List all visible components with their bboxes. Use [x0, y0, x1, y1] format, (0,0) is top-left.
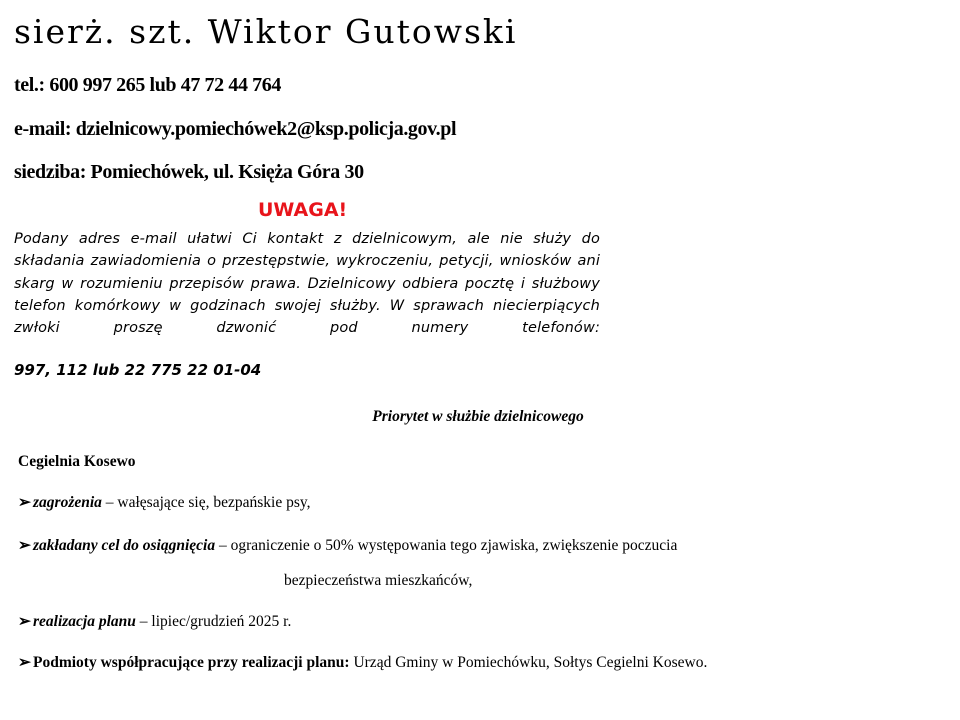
plan-item-text: – lipiec/grudzień 2025 r.: [135, 613, 292, 630]
address-line: siedziba: Pomiechówek, ul. Księża Góra 30: [14, 161, 364, 183]
plan-item-text: – ograniczenie o 50% występowania tego zjawiska, zwiększenie poczucia: [215, 537, 678, 554]
phone-line: tel.: 600 997 265 lub 47 72 44 764: [14, 74, 281, 96]
plan-item-label: realizacja planu: [33, 613, 136, 630]
plan-item-label: zakładany cel do osiągnięcia: [33, 537, 216, 554]
plan-item-goal-continuation: bezpieczeństwa mieszkańców,: [284, 572, 473, 589]
notice-text: Podany adres e-mail ułatwi Ci kontakt z dzielnicowym, ale nie służy do składania zawiadomienia o przestępstwie, wykroczeniu, petycji, wniosków ani skarg w rozumieniu przepisów prawa. Dzielnicowy odbiera pocztę i służbowy telefon komórkowy w godzinach swojej służby. W sprawach niecierpiących zwłoki proszę dzwonić pod numery telefonów:: [14, 231, 600, 337]
arrow-bullet-icon: ➢: [18, 494, 31, 511]
priority-title: Priorytet w służbie dzielnicowego: [372, 408, 584, 425]
location-name: Cegielnia Kosewo: [18, 453, 136, 470]
plan-item-text: – wałęsające się, bezpańskie psy,: [101, 494, 311, 511]
plan-item-partners: [18, 653, 707, 672]
arrow-bullet-icon: ➢: [18, 654, 31, 671]
plan-item-text: Urząd Gminy w Pomiechówku, Sołtys Cegielni Kosewo.: [349, 654, 708, 671]
email-line: e-mail: dzielnicowy.pomiechówek2@ksp.policja.gov.pl: [14, 118, 457, 140]
arrow-bullet-icon: ➢: [18, 613, 31, 630]
plan-item-goal: [18, 536, 677, 555]
officer-name: sierż. szt. Wiktor Gutowski: [14, 12, 518, 51]
plan-item-label: Podmioty współpracujące przy realizacji planu:: [33, 654, 350, 671]
arrow-bullet-icon: ➢: [18, 537, 31, 554]
plan-item-label: zagrożenia: [33, 494, 102, 511]
plan-item-threats: [18, 493, 311, 512]
warning-heading: UWAGA!: [258, 199, 348, 221]
emergency-phones: 997, 112 lub 22 775 22 01-04: [14, 361, 262, 379]
plan-item-schedule: [18, 612, 291, 631]
